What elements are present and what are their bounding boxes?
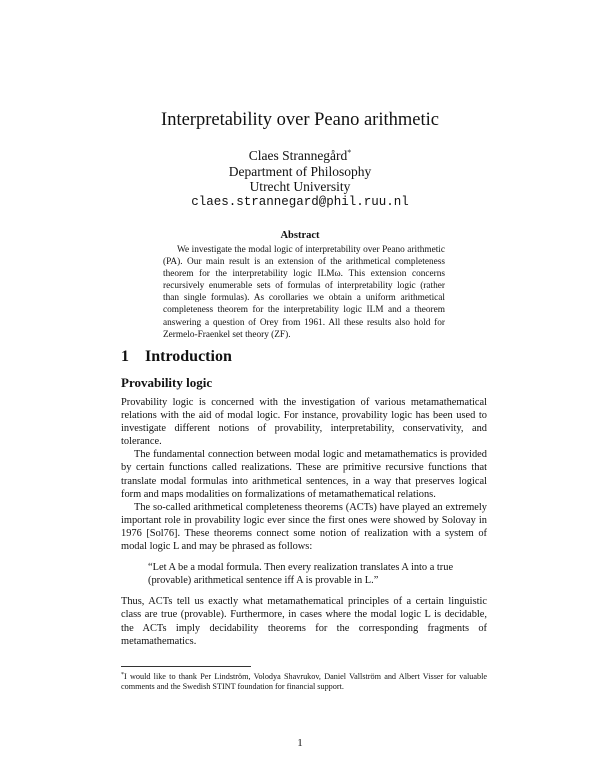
footnote [121, 670, 487, 693]
author-line [0, 145, 600, 164]
university: Utrecht University [249, 179, 351, 194]
abstract-heading: Abstract [280, 230, 320, 241]
page-number: 1 [297, 737, 303, 749]
author-email[interactable]: claes.strannegard@phil.ruu.nl [191, 194, 409, 209]
footnote-rule [121, 666, 251, 667]
paragraph: Provability logic is concerned with the investigation of various metamathematical relations with the aid of modal logic. For instance, provability logic has been used to investigate different notions of provability, interpretability, conservativity, and tolerance. [121, 397, 487, 448]
section-heading [121, 348, 232, 366]
body-text [121, 396, 487, 648]
author-block [0, 145, 600, 210]
footnote-mark: * [121, 672, 124, 678]
paragraph: The fundamental connection between modal logic and metamathematics is provided by certain functions called realizations. These are primitive recursive functions that translate modal formulas into arithmetical sentences, in a way that preserves logical form and maps modalities on formalizations of metamathematical relations. [121, 449, 487, 500]
quoted-theorem: “Let A be a modal formula. Then every realization translates A into a true (provable) arithmetical sentence iff A is provable in L.” [148, 562, 454, 587]
author-name: Claes Strannegård [248, 148, 348, 163]
paper-title: Interpretability over Peano arithmetic [161, 110, 439, 130]
footnote-text: I would like to thank Per Lindström, Volodya Shavrukov, Daniel Vallström and Albert Visser for valuable comments and the Swedish STINT foundation for financial support. [121, 672, 487, 692]
abstract-text: We investigate the modal logic of interpretability over Peano arithmetic (PA). Our main result is an extension of the arithmetical completeness theorem for the interpretability logic ILMω. This extension concerns recursively enumerable sets of formulas of interpretability logic (rather than single formulas). As corollaries we obtain a uniform arithmetical completeness theorem for the interpretability logic ILM and a theorem answering a question of Orey from 1961. All these results also hold for Zermelo-Fraenkel set theory (ZF). [163, 245, 445, 340]
subsection-heading: Provability logic [121, 375, 213, 390]
paragraph: The so-called arithmetical completeness theorems (ACTs) have played an extremely important role in provability logic ever since the first ones were showed by Solovay in 1976 [Sol76]. These theorems connect some notion of realization with a system of modal logic L and may be phrased as follows: [121, 501, 487, 553]
affiliation: Department of Philosophy [228, 163, 372, 179]
section-number: 1 [121, 348, 129, 365]
section-title: Introduction [145, 348, 232, 365]
abstract [163, 244, 445, 341]
paragraph: Thus, ACTs tell us exactly what metamathematical principles of a certain linguistic class are true (provable). Furthermore, in cases where the modal logic L is decidable, the ACTs imply decidability theorems for the corresponding fragments of metamathematics. [121, 596, 487, 647]
author-footnote-mark: * [347, 148, 352, 157]
